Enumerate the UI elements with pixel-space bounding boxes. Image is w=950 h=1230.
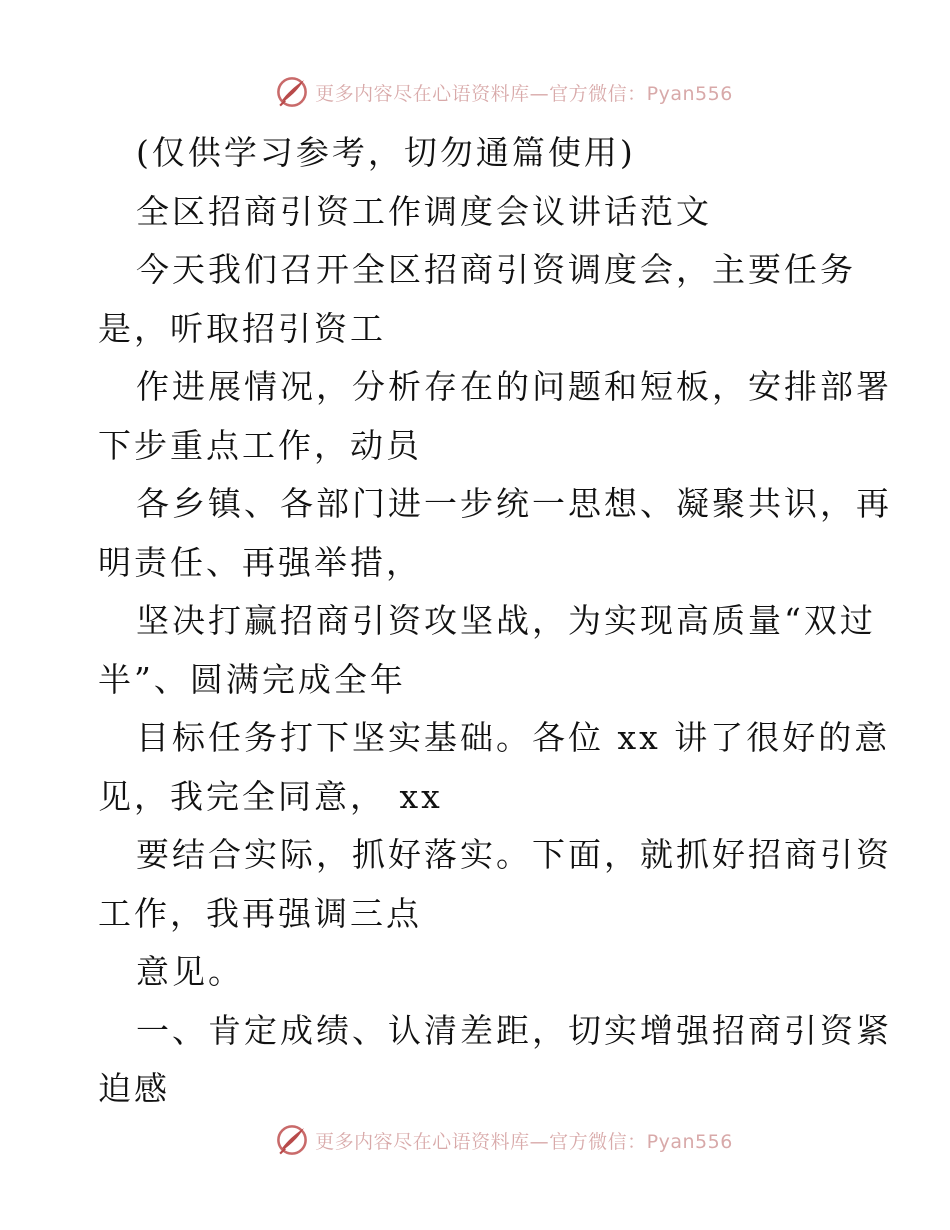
text-line: 作进展情况，分析存在的问题和短板，安排部署: [136, 367, 892, 406]
text-line: 意见。: [136, 952, 244, 991]
quill-seal-icon: [275, 1123, 309, 1157]
text-line: 是，听取招引资工: [98, 308, 386, 348]
quill-seal-icon: [275, 75, 309, 109]
text-line: 工作，我再强调三点: [98, 893, 422, 933]
text-line: 下步重点工作，动员: [98, 425, 422, 465]
banner-text: 更多内容尽在心语资料库—官方微信：Pyan556: [315, 82, 733, 105]
text-line: 全区招商引资工作调度会议讲话范文: [136, 191, 712, 231]
banner-text: 更多内容尽在心语资料库—官方微信：Pyan556: [315, 1130, 733, 1153]
text-line: 半”、圆满完成全年: [98, 659, 406, 699]
text-line: 坚决打赢招商引资攻坚战，为实现高质量“双过: [136, 601, 876, 640]
text-line: 今天我们召开全区招商引资调度会，主要任务: [136, 250, 856, 289]
text-line: 各乡镇、各部门进一步统一思想、凝聚共识，再: [136, 484, 892, 523]
document-body: [98, 124, 892, 1119]
text-line: 见，我完全同意， xx: [98, 776, 443, 816]
footer-banner: [0, 1120, 950, 1160]
text-line: 目标任务打下坚实基础。各位 xx 讲了很好的意: [136, 718, 891, 757]
text-line: 迫感: [98, 1069, 170, 1108]
text-line: 要结合实际，抓好落实。下面，就抓好招商引资: [136, 835, 892, 874]
header-banner: [0, 72, 950, 112]
text-line: (仅供学习参考，切勿通篇使用): [136, 133, 636, 172]
text-line: 一、肯定成绩、认清差距，切实增强招商引资紧: [136, 1010, 892, 1050]
text-line: 明责任、再强举措，: [98, 542, 422, 582]
